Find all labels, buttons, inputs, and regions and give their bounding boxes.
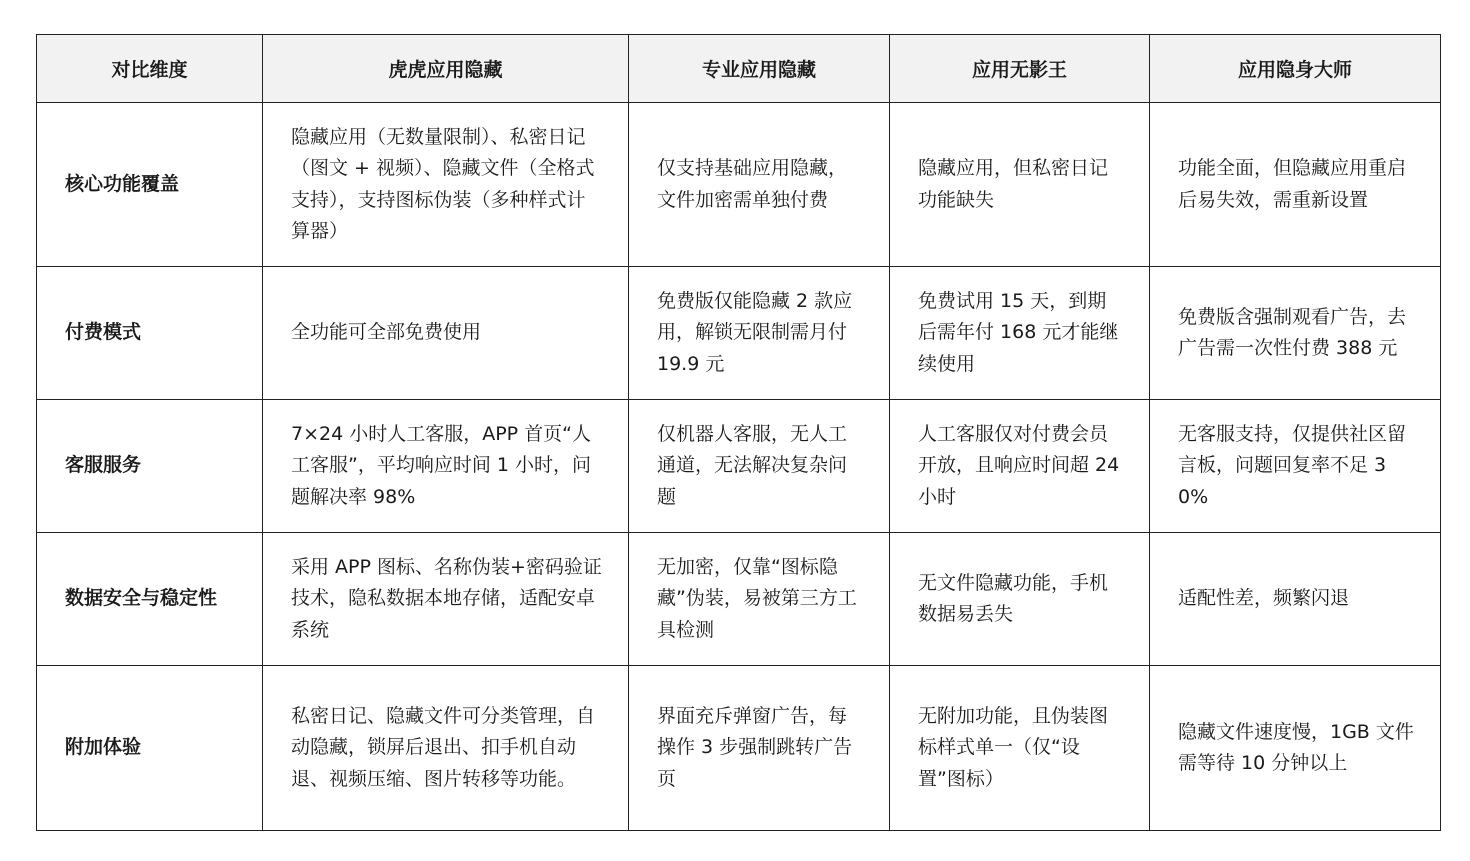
table-cell: 免费版仅能隐藏 2 款应用，解锁无限制需月付 19.9 元 [629,267,890,400]
table-cell: 全功能可全部免费使用 [263,267,629,400]
table-cell: 适配性差，频繁闪退 [1150,533,1441,666]
table-header [37,35,1441,103]
table-row [37,666,1441,831]
header-app-zhuanye: 专业应用隐藏 [629,35,890,103]
header-row [37,35,1441,103]
table-cell: 免费版含强制观看广告，去广告需一次性付费 388 元 [1150,267,1441,400]
table-cell: 私密日记、隐藏文件可分类管理，自动隐藏，锁屏后退出、扣手机自动退、视频压缩、图片转移等功能。 [263,666,629,831]
row-dimension-label: 附加体验 [37,666,263,831]
table-cell: 无附加功能，且伪装图标样式单一（仅“设置”图标） [890,666,1150,831]
header-dimension: 对比维度 [37,35,263,103]
table-cell: 隐藏应用，但私密日记功能缺失 [890,103,1150,267]
table-row [37,267,1441,400]
table-cell: 仅机器人客服，无人工通道，无法解决复杂问题 [629,400,890,533]
row-dimension-label: 客服服务 [37,400,263,533]
table-row [37,400,1441,533]
table-cell: 免费试用 15 天，到期后需年付 168 元才能继续使用 [890,267,1150,400]
table-row [37,103,1441,267]
table-cell: 界面充斥弹窗广告，每操作 3 步强制跳转广告页 [629,666,890,831]
row-dimension-label: 数据安全与稳定性 [37,533,263,666]
table-cell: 7×24 小时人工客服，APP 首页“人工客服”，平均响应时间 1 小时，问题解决率 98% [263,400,629,533]
header-app-wuyingwang: 应用无影王 [890,35,1150,103]
table-cell: 隐藏应用（无数量限制）、私密日记（图文 + 视频）、隐藏文件（全格式支持），支持图标伪装（多种样式计算器） [263,103,629,267]
row-dimension-label: 付费模式 [37,267,263,400]
table-cell: 人工客服仅对付费会员开放，且响应时间超 24 小时 [890,400,1150,533]
table-cell: 功能全面，但隐藏应用重启后易失效，需重新设置 [1150,103,1441,267]
table-cell: 采用 APP 图标、名称伪装+密码验证技术，隐私数据本地存储，适配安卓系统 [263,533,629,666]
comparison-table [36,34,1441,831]
table-cell: 无加密，仅靠“图标隐藏”伪装，易被第三方工具检测 [629,533,890,666]
table-cell: 无文件隐藏功能，手机数据易丢失 [890,533,1150,666]
table-cell: 仅支持基础应用隐藏，文件加密需单独付费 [629,103,890,267]
table-body [37,103,1441,831]
header-app-yinshendashi: 应用隐身大师 [1150,35,1441,103]
table-cell: 隐藏文件速度慢，1GB 文件需等待 10 分钟以上 [1150,666,1441,831]
row-dimension-label: 核心功能覆盖 [37,103,263,267]
table-cell: 无客服支持，仅提供社区留言板，问题回复率不足 30% [1150,400,1441,533]
header-app-huhu: 虎虎应用隐藏 [263,35,629,103]
table-row [37,533,1441,666]
